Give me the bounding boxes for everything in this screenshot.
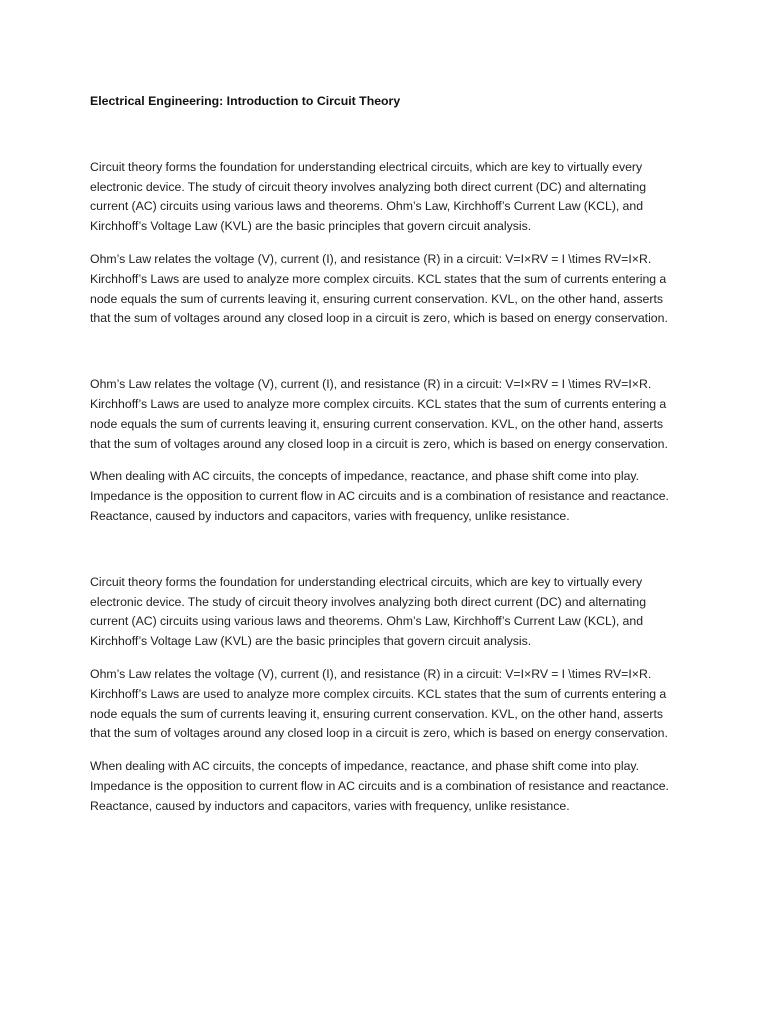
paragraph: Ohm’s Law relates the voltage (V), current (I), and resistance (R) in a circuit: V=I×RV = I \times RV=I×R. Kirchhoff’s Laws are used to analyze more complex circuits. KCL states that the sum of currents entering a node equals the sum of currents leaving it, ensuring current conservation. KVL, on the other hand, asserts that the sum of voltages around any closed loop in a circuit is zero, which is based on energy conservation. <box>90 666 668 741</box>
section-spacer <box>90 540 680 573</box>
paragraph: Circuit theory forms the foundation for understanding electrical circuits, which are key to virtually every electronic device. The study of circuit theory involves analyzing both direct current (DC) and alternating current (AC) circuits using various laws and theorems. Ohm’s Law, Kirchhoff’s Current Law (KCL), and Kirchhoff’s Voltage Law (KVL) are the basic principles that govern circuit analysis. <box>90 159 647 234</box>
paragraph: Ohm’s Law relates the voltage (V), current (I), and resistance (R) in a circuit: V=I×RV = I \times RV=I×R. Kirchhoff’s Laws are used to analyze more complex circuits. KCL states that the sum of currents entering a node equals the sum of currents leaving it, ensuring current conservation. KVL, on the other hand, asserts that the sum of voltages around any closed loop in a circuit is zero, which is based on energy conservation. <box>90 251 668 326</box>
paragraph: When dealing with AC circuits, the concepts of impedance, reactance, and phase shift come into play. Impedance is the opposition to current flow in AC circuits and is a combination of resistance and reactance. Reactance, caused by inductors and capacitors, varies with frequency, unlike resistance. <box>90 469 669 523</box>
document-body <box>90 92 680 830</box>
paragraph: Ohm’s Law relates the voltage (V), current (I), and resistance (R) in a circuit: V=I×RV = I \times RV=I×R. Kirchhoff’s Laws are used to analyze more complex circuits. KCL states that the sum of currents entering a node equals the sum of currents leaving it, ensuring current conservation. KVL, on the other hand, asserts that the sum of voltages around any closed loop in a circuit is zero, which is based on energy conservation. <box>90 377 668 451</box>
document-title: Electrical Engineering: Introduction to Circuit Theory <box>90 94 401 108</box>
paragraph: Circuit theory forms the foundation for understanding electrical circuits, which are key to virtually every electronic device. The study of circuit theory involves analyzing both direct current (DC) and alternating current (AC) circuits using various laws and theorems. Ohm’s Law, Kirchhoff’s Current Law (KCL), and Kirchhoff’s Voltage Law (KVL) are the basic principles that govern circuit analysis. <box>90 574 647 649</box>
paragraph: When dealing with AC circuits, the concepts of impedance, reactance, and phase shift come into play. Impedance is the opposition to current flow in AC circuits and is a combination of resistance and reactance. Reactance, caused by inductors and capacitors, varies with frequency, unlike resistance. <box>90 759 669 813</box>
section-spacer <box>90 342 680 375</box>
section-2 <box>90 375 680 527</box>
section-3 <box>90 573 680 817</box>
section-1 <box>90 158 680 329</box>
